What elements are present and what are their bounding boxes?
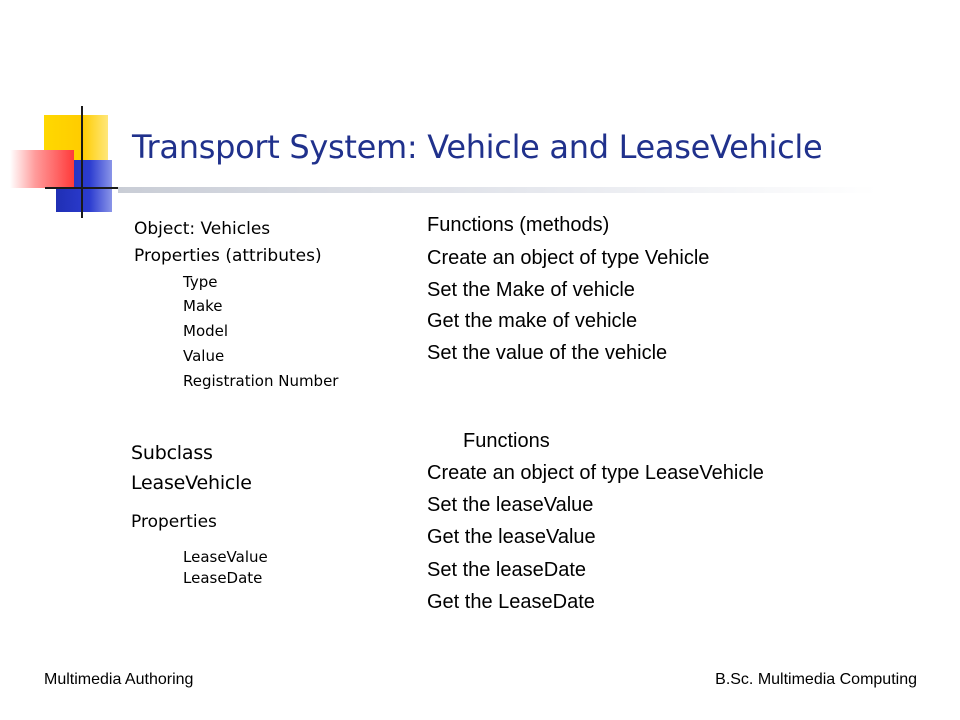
object-label: Object: Vehicles bbox=[134, 219, 271, 239]
subclass-functions-heading: Functions bbox=[463, 430, 550, 452]
properties-label: Properties (attributes) bbox=[134, 246, 322, 266]
footer-left: Multimedia Authoring bbox=[44, 671, 194, 688]
subclass-function-item: Get the LeaseDate bbox=[427, 591, 595, 613]
property-item: Registration Number bbox=[183, 372, 339, 390]
red-gradient-bar bbox=[10, 150, 74, 188]
subclass-property-item: LeaseDate bbox=[183, 569, 263, 587]
property-item: Type bbox=[183, 273, 218, 291]
title-underline bbox=[118, 187, 878, 193]
property-item: Value bbox=[183, 347, 225, 365]
subclass-property-item: LeaseValue bbox=[183, 548, 268, 566]
slide-title: Transport System: Vehicle and LeaseVehicle bbox=[132, 128, 823, 166]
subclass-function-item: Set the leaseDate bbox=[427, 559, 586, 581]
function-item: Set the Make of vehicle bbox=[427, 279, 635, 301]
decorative-squares-logo bbox=[0, 0, 140, 230]
subclass-function-item: Create an object of type LeaseVehicle bbox=[427, 462, 764, 484]
subclass-name: LeaseVehicle bbox=[131, 472, 252, 494]
subclass-properties-label: Properties bbox=[131, 512, 217, 532]
horizontal-rule bbox=[45, 187, 120, 189]
subclass-label: Subclass bbox=[131, 442, 213, 464]
property-item: Model bbox=[183, 322, 229, 340]
subclass-function-item: Get the leaseValue bbox=[427, 526, 596, 548]
footer-right: B.Sc. Multimedia Computing bbox=[715, 671, 917, 688]
functions-heading: Functions (methods) bbox=[427, 214, 610, 236]
subclass-function-item: Set the leaseValue bbox=[427, 494, 594, 516]
function-item: Create an object of type Vehicle bbox=[427, 247, 710, 269]
property-item: Make bbox=[183, 297, 223, 315]
vertical-rule bbox=[81, 106, 83, 218]
function-item: Get the make of vehicle bbox=[427, 310, 638, 332]
function-item: Set the value of the vehicle bbox=[427, 342, 668, 364]
